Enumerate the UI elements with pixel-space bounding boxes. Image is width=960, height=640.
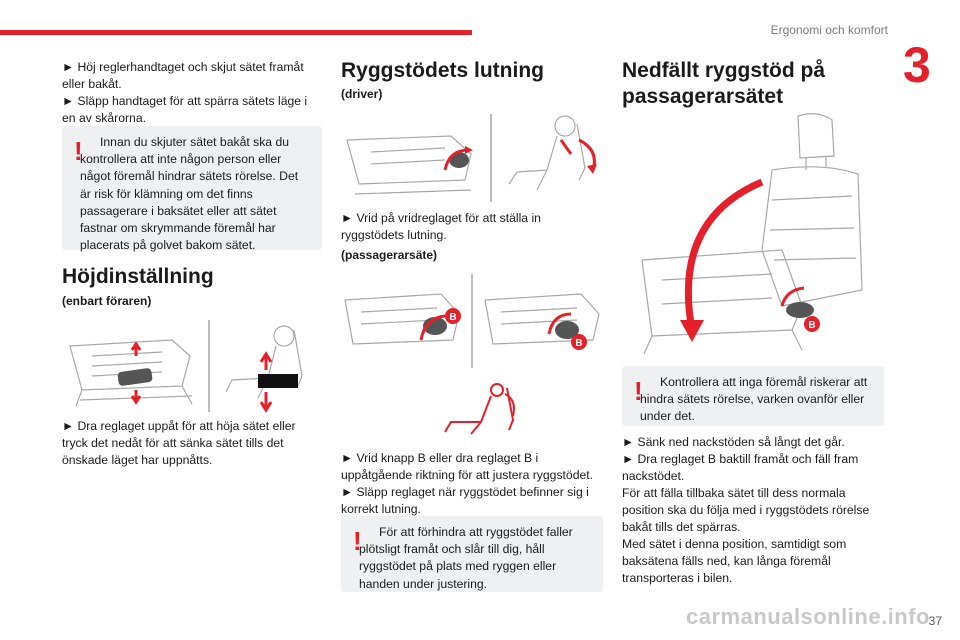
warning-icon: ! bbox=[634, 376, 643, 406]
section-title: Ergonomi och komfort bbox=[770, 23, 888, 37]
subheading-driver-only: (enbart föraren) bbox=[62, 294, 152, 308]
folded-backrest-illustration bbox=[622, 110, 886, 360]
warning-box-2 bbox=[341, 516, 603, 592]
page-number: 37 bbox=[928, 614, 942, 628]
warning-text-3: Kontrollera att inga föremål riskerar att hindra sätets rörelse, varken ovanför eller under det. bbox=[640, 375, 868, 424]
intro-step-1: ► Höj reglerhandtaget och skjut sätet framåt eller bakåt. bbox=[62, 60, 304, 92]
folded-step-1: ► Sänk ned nackstöden så långt det går. bbox=[622, 435, 845, 449]
heading-folded-backrest: Nedfällt ryggstöd på passagerarsätet bbox=[622, 59, 826, 108]
callout-b-3: B bbox=[808, 320, 816, 331]
warning-icon: ! bbox=[74, 136, 83, 166]
heading-backrest-tilt: Ryggstödets lutning bbox=[341, 59, 544, 82]
watermark: carmanualsonline.info bbox=[686, 604, 930, 629]
backrest-passenger-step-2: ► Släpp reglaget när ryggstödet befinner sig i korrekt lutning. bbox=[341, 485, 589, 517]
subheading-driver: (driver) bbox=[341, 87, 383, 101]
folded-text-restore: För att fälla tillbaka sätet till dess normala position ska du följa med i ryggstödets rörelse bakåt tills det spärras. bbox=[622, 486, 870, 535]
folded-text-transport: Med sätet i denna position, samtidigt som baksätena fälls ned, kan långa föremål transporteras i bilen. bbox=[622, 537, 847, 586]
intro-step-2: ► Släpp handtaget för att spärra sätets läge i en av skårorna. bbox=[62, 94, 308, 126]
warning-box-3 bbox=[622, 366, 884, 426]
warning-text-1: Innan du skjuter sätet bakåt ska du kontrollera att inte någon person eller något föremål hindrar sätets rörelse. Det är risk för klämning om det finns passagerare i baksätet eller att sätet fastnar om skrymmande föremål har placerats på golvet bakom sätet. bbox=[80, 135, 299, 253]
backrest-passenger-illustration bbox=[341, 270, 603, 436]
backrest-passenger-step-1: ► Vrid knapp B eller dra reglaget B i uppåtgående riktning för att justera ryggstödet. bbox=[341, 451, 594, 483]
header-accent-bar bbox=[0, 30, 472, 35]
height-adjust-instructions: ► Dra reglaget uppåt för att höja sätet eller tryck det nedåt för att sänka sätet tills det önskade läget har uppnåtts. bbox=[62, 419, 296, 468]
warning-icon: ! bbox=[353, 526, 362, 556]
warning-box-1 bbox=[62, 126, 322, 253]
callout-b-2: B bbox=[575, 338, 583, 349]
callout-b-1: B bbox=[449, 312, 457, 323]
backrest-driver-illustration bbox=[341, 110, 603, 204]
warning-text-2: För att förhindra att ryggstödet faller plötsligt framåt och slår till dig, håll ryggstödet på plats med ryggen eller handen under justering. bbox=[359, 525, 573, 591]
chapter-number: 3 bbox=[903, 37, 931, 93]
heading-height-adjust: Höjdinställning bbox=[62, 265, 214, 288]
height-adjust-illustration bbox=[62, 316, 322, 414]
folded-step-2: ► Dra reglaget B baktill framåt och fäll fram nackstödet. bbox=[622, 452, 859, 484]
backrest-driver-instructions: ► Vrid på vridreglaget för att ställa in ryggstödets lutning. bbox=[341, 211, 541, 243]
subheading-passenger: (passagerarsäte) bbox=[341, 248, 438, 262]
